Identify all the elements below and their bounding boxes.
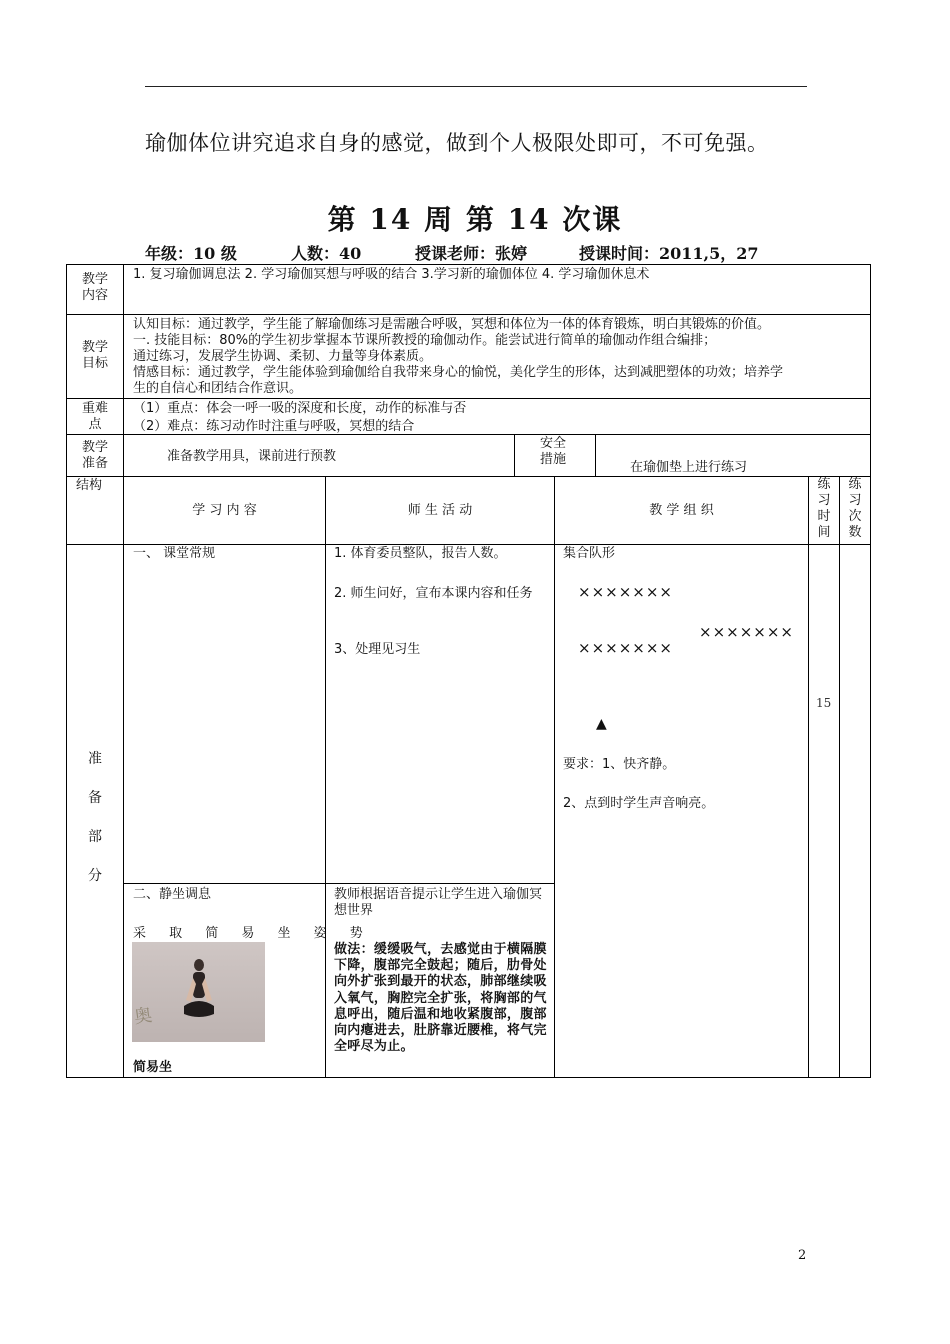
routine-activity-1: 1. 体育委员整队，报告人数。	[334, 546, 507, 561]
key-lines: （1）重点：体会一呼一吸的深度和长度，动作的标准与否 （2）难点：练习动作时注重与呼吸，冥想的结合	[133, 401, 467, 434]
meta-count: 人数：40	[291, 244, 362, 263]
teacher-marker: ▲	[596, 716, 607, 732]
page-title: 第 14 周 第 14 次课	[327, 203, 623, 236]
page-number: 2	[798, 1248, 807, 1263]
sitting-pose: 采 取 简 易 坐 姿 势	[133, 926, 373, 941]
routine-activity-3: 3、处理见习生	[334, 642, 421, 657]
content-label: 教学 内容	[81, 272, 108, 303]
header-activity: 师 生 活 动	[407, 503, 473, 518]
header-time: 练 习 时 间	[817, 477, 831, 540]
header-structure: 结构	[76, 478, 103, 493]
intro-text: 瑜伽体位讲究追求自身的感觉，做到个人极限处即可，不可免强。	[145, 131, 769, 155]
photo-caption: 简易坐	[133, 1060, 173, 1075]
sitting-activity: 教师根据语音提示让学生进入瑜伽冥想世界	[334, 887, 543, 918]
requirement-1: 要求：1、快齐静。	[563, 757, 676, 772]
formation-row-2: ×××××××	[699, 623, 794, 641]
sitting-title: 二、静坐调息	[133, 887, 212, 902]
key-label: 重难 点	[81, 401, 108, 432]
meta-time: 授课时间：2011,5，27	[579, 244, 759, 263]
header-content: 学 习 内 容	[192, 503, 257, 518]
photo-watermark: 奥	[132, 1004, 154, 1029]
header-organization: 教 学 组 织	[649, 503, 714, 518]
meta-grade: 年级：10 级	[145, 244, 237, 263]
requirement-2: 2、点到时学生声音响亮。	[563, 796, 715, 811]
section-name: 准 备 部 分	[88, 751, 102, 884]
yoga-figure-icon	[182, 956, 216, 1030]
safety-value: 在瑜伽垫上进行练习	[630, 460, 748, 475]
routine-activity-2: 2. 师生问好，宣布本课内容和任务	[334, 586, 533, 601]
org-title: 集合队形	[563, 546, 616, 561]
top-rule	[145, 86, 807, 87]
prep-label: 教学 准备	[81, 440, 108, 471]
formation-row-1: ×××××××	[578, 583, 673, 601]
safety-label: 安全 措施	[540, 436, 567, 467]
practice-time: 15	[816, 696, 832, 710]
meta-teacher: 授课老师：张婷	[415, 244, 528, 263]
formation-row-3: ×××××××	[578, 639, 673, 657]
prep-value: 准备教学用具，课前进行预教	[167, 449, 337, 464]
routine-title: 一、 课堂常规	[133, 546, 216, 561]
header-reps: 练 习 次 数	[848, 477, 862, 540]
content-value: 1. 复习瑜伽调息法 2. 学习瑜伽冥想与呼吸的结合 3.学习新的瑜伽体位 4. 学习瑜伽休息术	[133, 267, 650, 282]
goal-lines: 认知目标：通过教学，学生能了解瑜伽练习是需融合呼吸，冥想和体位为一体的体育锻炼，明白其锻炼的价值。 一. 技能目标：80%的学生初步掌握本节课所教授的瑜伽动作。能尝试进行简单的瑜伽动作组合编排； 通过练习，发展学生协调、柔韧、力量等身体素质。 情感目标：通过教学，学生能体验到瑜伽给自我带来身心的愉悦，美化学生的形体，达到减肥塑体的功效；培养学 生的自信心和团结合作意识。	[133, 317, 784, 396]
method-text: 做法：缓缓吸气，去感觉由于横隔膜下降，腹部完全鼓起；随后，肋骨处向外扩张到最开的状态，肺部继续吸入氧气，胸腔完全扩张，将胸部的气息呼出，随后温和地收紧腹部，腹部向内瘪进去，肚脐靠近腰椎，将气完全呼尽为止。	[334, 942, 547, 1055]
goal-label: 教学 目标	[81, 340, 108, 371]
easy-pose-photo	[132, 942, 265, 1042]
